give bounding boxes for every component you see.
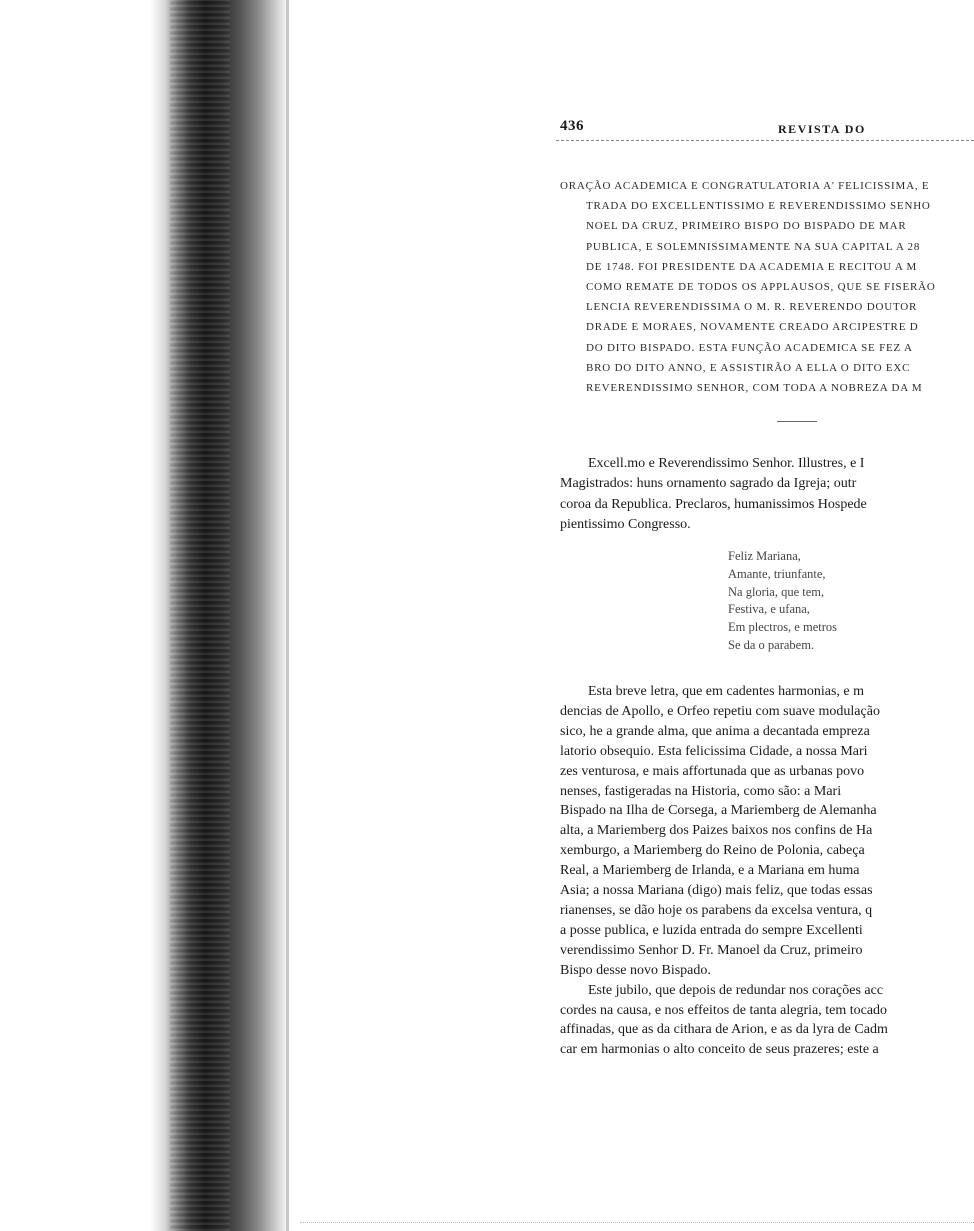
- running-head: REVISTA DO: [778, 122, 866, 136]
- verse-line: Feliz Mariana,: [728, 549, 801, 563]
- heading-line: TRADA DO EXCELLENTISSIMO E REVERENDISSIMO SENHO: [586, 200, 931, 213]
- paragraph-line: Bispo desse novo Bispado.: [560, 962, 711, 978]
- paragraph-line: dencias de Apollo, e Orfeo repetiu com suave modulação: [560, 703, 880, 719]
- heading-line: DRADE E MORAES, NOVAMENTE CREADO ARCIPESTRE D: [586, 321, 919, 334]
- paragraph-line: Esta breve letra, que em cadentes harmonias, e m: [588, 684, 864, 699]
- paragraph-line: rianenses, se dão hoje os parabens da excelsa ventura, q: [560, 902, 873, 918]
- paragraph-line: cordes na causa, e nos effeitos de tanta alegria, tem tocado: [560, 1002, 888, 1018]
- book-gutter-shadow: [0, 0, 290, 1231]
- paragraph-line: latorio obsequio. Esta felicissima Cidade, a nossa Mari: [560, 743, 868, 759]
- heading-line: COMO REMATE DE TODOS OS APPLAUSOS, QUE SE FISERÃO: [586, 281, 936, 294]
- heading-line: LENCIA REVERENDISSIMA O M. R. REVERENDO DOUTOR: [586, 301, 918, 314]
- header-rule: [556, 140, 974, 141]
- section-separator: [777, 421, 817, 422]
- heading-line: DE 1748. FOI PRESIDENTE DA ACADEMIA E RECITOU A M: [586, 260, 918, 273]
- verse-line: Na gloria, que tem,: [728, 584, 825, 599]
- heading-line: BRO DO DITO ANNO, E ASSISTIRÃO A ELLA O DITO EXC: [586, 361, 911, 374]
- verse-line: Festiva, e ufana,: [728, 602, 810, 617]
- paragraph-line: alta, a Mariemberg dos Paizes baixos nos confins de Ha: [560, 823, 873, 839]
- heading-line: PUBLICA, E SOLEMNISSIMAMENTE NA SUA CAPITAL A 28: [586, 240, 921, 253]
- oration-heading: [560, 176, 974, 398]
- verse-stanza: [728, 548, 837, 655]
- opening-paragraph: [560, 454, 974, 535]
- heading-line: REVERENDISSIMO SENHOR, COM TODA A NOBREZA DA M: [586, 382, 923, 395]
- paragraph-line: Magistrados: huns ornamento sagrado da Igreja; outr: [560, 476, 857, 492]
- verse-line: Em plectros, e metros: [728, 620, 837, 635]
- paragraph-line: a posse publica, e luzida entrada do sempre Excellenti: [560, 922, 863, 938]
- paragraph-line: sico, he a grande alma, que anima a decantada empreza: [560, 723, 870, 739]
- paragraph-line: verendissimo Senhor D. Fr. Manoel da Cruz, primeiro: [560, 942, 863, 958]
- heading-line: ORAÇÃO ACADEMICA E CONGRATULATORIA A' FELICISSIMA, E: [560, 180, 930, 192]
- paragraph-line: affinadas, que as da cithara de Arion, e as da lyra de Cadm: [560, 1022, 888, 1038]
- page-number: 436: [560, 118, 584, 134]
- main-paragraph: [560, 682, 974, 1060]
- paragraph-line: nenses, fastigeradas na Historia, como são: a Mari: [560, 783, 842, 799]
- page-edge: [286, 0, 289, 1231]
- verse-line: Se da o parabem.: [728, 637, 815, 652]
- paragraph-line: car em harmonias o alto conceito de seus prazeres; este a: [560, 1042, 879, 1058]
- verse-line: Amante, triunfante,: [728, 566, 826, 581]
- paragraph-line: xemburgo, a Mariemberg do Reino de Polonia, cabeça: [560, 843, 865, 859]
- paragraph-line: zes venturosa, e mais affortunada que as urbanas povo: [560, 763, 865, 779]
- heading-line: DO DITO BISPADO. ESTA FUNÇÃO ACADEMICA SE FEZ A: [586, 341, 913, 354]
- paragraph-line: Este jubilo, que depois de redundar nos corações acc: [588, 982, 884, 998]
- paragraph-line: Excell.mo e Reverendissimo Senhor. Illustres, e I: [588, 456, 865, 471]
- paragraph-line: Bispado na Ilha de Corsega, a Mariemberg de Alemanha: [560, 803, 877, 819]
- heading-line: NOEL DA CRUZ, PRIMEIRO BISPO DO BISPADO DE MAR: [586, 220, 907, 233]
- paragraph-line: coroa da Republica. Preclaros, humanissimos Hospede: [560, 496, 867, 512]
- paragraph-line: Real, a Mariemberg de Irlanda, e a Mariana em huma: [560, 863, 860, 879]
- paragraph-line: pientissimo Congresso.: [560, 516, 691, 532]
- paragraph-line: Asia; a nossa Mariana (digo) mais feliz, que todas essas: [560, 883, 873, 899]
- page-bottom-edge: [300, 1222, 974, 1223]
